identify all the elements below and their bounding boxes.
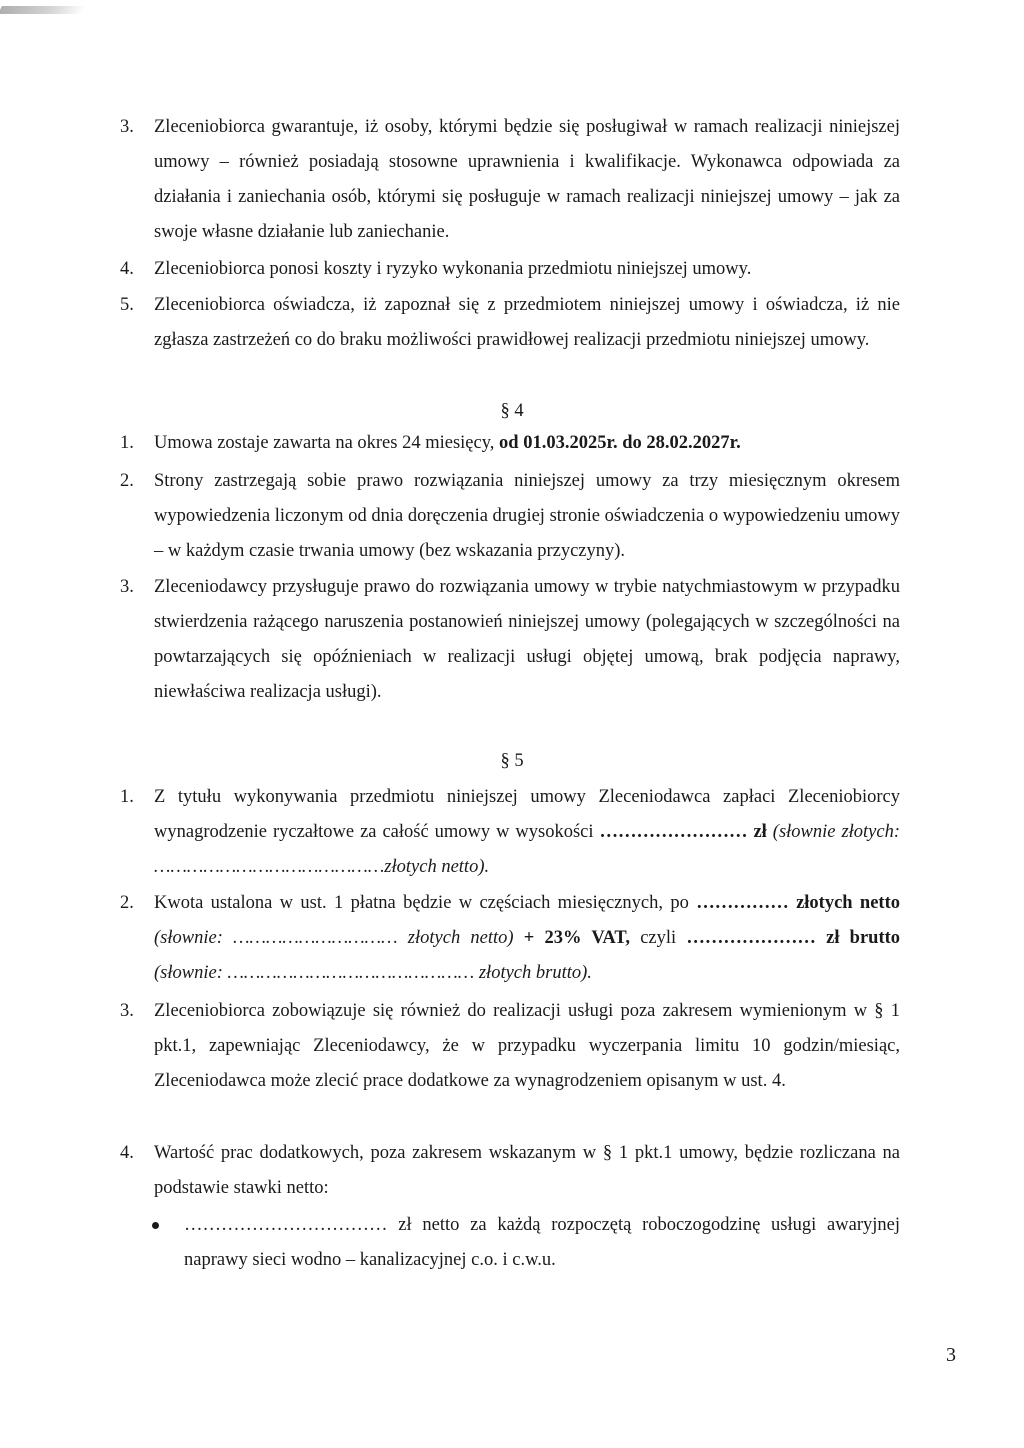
section5-item-4	[120, 1136, 900, 1206]
slownie-placeholder: ……………………………………	[154, 857, 385, 877]
item-number: 4.	[120, 1143, 134, 1163]
item-text: Zleceniobiorca ponosi koszty i ryzyko wykonania przedmiotu niniejszej umowy.	[154, 259, 752, 279]
slownie-suffix: złotych netto)	[407, 928, 514, 948]
item-text: Zleceniodawcy przysługuje prawo do rozwiązania umowy w trybie natychmiastowym w przypadku stwierdzenia rażącego naruszenia postanowień niniejszej umowy (polegających w szczególności na powtarzających się opóźnieniach w realizacji usługi objętej umową, brak podjęcia naprawy, niewłaściwa realizacja usługi).	[154, 577, 900, 702]
section5-item-2	[120, 886, 900, 991]
item-text: Z tytułu wykonywania przedmiotu niniejszej umowy Zleceniodawca zapłaci Zleceniobiorcy wynagrodzenie ryczałtowe za całość umowy w wysokości	[154, 787, 900, 842]
item-number: 3.	[120, 117, 134, 137]
vat-label: + 23% VAT,	[523, 928, 630, 948]
section5-item-3	[120, 994, 900, 1099]
section3-item-4	[120, 252, 900, 287]
scan-artifact	[0, 6, 86, 14]
netto-label: złotych netto	[796, 893, 901, 913]
slownie-label: (słownie złotych:	[772, 822, 901, 842]
section3-item-5	[120, 288, 900, 358]
slownie-label: (słownie:	[154, 928, 223, 948]
slownie2-placeholder: ………………………………………	[227, 963, 475, 983]
item-text: Umowa zostaje zawarta na okres 24 miesięcy,	[154, 433, 495, 453]
section4-item-3	[120, 570, 900, 710]
item-number: 4.	[120, 259, 134, 279]
amount-placeholder: ……………………	[599, 822, 748, 842]
slownie-placeholder: …………………………	[233, 928, 398, 948]
item-number: 1.	[120, 433, 134, 453]
section4-heading: § 4	[500, 401, 524, 421]
section3-item-3	[120, 110, 900, 250]
item-text: Zleceniobiorca zobowiązuje się również do realizacji usługi poza zakresem wymienionym w § 1 pkt.1, zapewniając Zleceniodawcy, że w przypadku wyczerpania limitu 10 godzin/miesiąc, Zleceniodawca może zlecić prace dodatkowe za wynagrodzeniem opisanym w ust. 4.	[154, 1001, 900, 1091]
item-text: Wartość prac dodatkowych, poza zakresem wskazanym w § 1 pkt.1 umowy, będzie rozliczana na podstawie stawki netto:	[154, 1143, 900, 1198]
rate-bullet-item	[152, 1208, 900, 1278]
item-text: Strony zastrzegają sobie prawo rozwiązania niniejszej umowy za trzy miesięcznym okresem wypowiedzenia liczonym od dnia doręczenia drugiej stronie oświadczenia o wypowiedzeniu umowy – w każdym czasie trwania umowy (bez wskazania przyczyny).	[154, 471, 900, 561]
item-number: 2.	[120, 471, 134, 491]
bullet-icon	[152, 1222, 159, 1229]
item-number: 1.	[120, 787, 134, 807]
currency-unit: zł	[753, 822, 767, 842]
page-number: 3	[946, 1344, 956, 1366]
item-number: 3.	[120, 577, 134, 597]
item-text: Zleceniobiorca oświadcza, iż zapoznał się z przedmiotem niniejszej umowy i oświadcza, iż nie zgłasza zastrzeżeń co do braku możliwości prawidłowej realizacji przedmiotu niniejszej umowy.	[154, 295, 900, 350]
section5-heading: § 5	[500, 751, 524, 771]
brutto-placeholder: …………………	[686, 928, 816, 948]
section4-item-2	[120, 464, 900, 569]
item-text: Kwota ustalona w ust. 1 płatna będzie w częściach miesięcznych, po	[154, 893, 689, 913]
slownie2-suffix: złotych brutto).	[478, 963, 592, 983]
brutto-label: zł brutto	[826, 928, 901, 948]
section5-item-1	[120, 780, 900, 885]
item-number: 2.	[120, 893, 134, 913]
item-number: 3.	[120, 1001, 134, 1021]
slownie-suffix: złotych netto).	[384, 857, 490, 877]
rate-description: zł netto za każdą rozpoczętą roboczogodzinę usługi awaryjnej naprawy sieci wodno – kanalizacyjnej c.o. i c.w.u.	[184, 1215, 900, 1270]
installment-placeholder: ……………	[696, 893, 789, 913]
item-number: 5.	[120, 295, 134, 315]
section4-item-1	[120, 426, 900, 461]
czyli-word: czyli	[640, 928, 677, 948]
contract-period: od 01.03.2025r. do 28.02.2027r.	[499, 433, 741, 453]
item-text: Zleceniobiorca gwarantuje, iż osoby, którymi będzie się posługiwał w ramach realizacji niniejszej umowy – również posiadają stosowne uprawnienia i kwalifikacje. Wykonawca odpowiada za działania i zaniechania osób, którymi się posługuje w ramach realizacji niniejszej umowy – jak za swoje własne działanie lub zaniechanie.	[154, 117, 900, 242]
slownie2-label: (słownie:	[154, 963, 223, 983]
rate-placeholder: ……………………………	[184, 1215, 388, 1235]
